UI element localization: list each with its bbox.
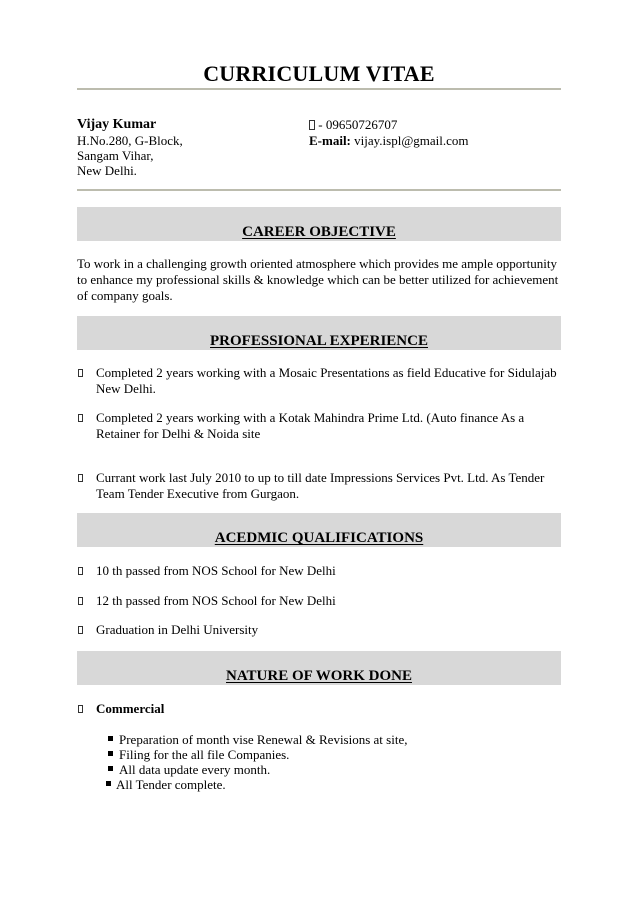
bullet-icon — [78, 567, 83, 575]
document-title: CURRICULUM VITAE — [203, 61, 435, 86]
academic-qualifications-heading: ACEDMIC QUALIFICATIONS — [214, 530, 424, 546]
phone-icon — [309, 120, 315, 130]
nature-of-work-heading: NATURE OF WORK DONE — [226, 668, 412, 684]
qualification-item-1: 10 th passed from NOS School for New Delhi — [96, 563, 336, 578]
square-bullet-icon — [108, 736, 113, 741]
professional-experience-heading-band — [77, 316, 561, 350]
nature-of-work-heading-band — [77, 651, 561, 685]
career-objective-heading: CAREER OBJECTIVE — [242, 224, 396, 240]
contact-divider — [77, 189, 561, 191]
applicant-name: Vijay Kumar — [77, 117, 157, 132]
bullet-icon — [78, 705, 83, 713]
career-objective-text: To work in a challenging growth oriented atmosphere which provides me ample opportunity to enhance my professional skills & knowledge which can be better utilized for achievement of company goals. — [77, 256, 559, 303]
title-divider — [77, 88, 561, 90]
address-line-1: H.No.280, G-Block, — [77, 133, 183, 148]
experience-item-2: Completed 2 years working with a Kotak Mahindra Prime Ltd. (Auto finance As a Retainer for Delhi & Noida site — [96, 410, 525, 441]
bullet-icon — [78, 597, 83, 605]
address-line-2: Sangam Vihar, — [77, 148, 154, 163]
work-item-2: Filing for the all file Companies. — [119, 747, 290, 762]
work-category-commercial: Commercial — [96, 701, 165, 716]
email-label: E-mail: — [309, 133, 351, 148]
academic-qualifications-heading-band — [77, 513, 561, 547]
address-line-3: New Delhi. — [77, 163, 137, 178]
square-bullet-icon — [108, 751, 113, 756]
experience-item-1: Completed 2 years working with a Mosaic Presentations as field Educative for Sidulajab New Delhi. — [96, 365, 557, 396]
work-item-1: Preparation of month vise Renewal & Revisions at site, — [119, 732, 408, 747]
bullet-icon — [78, 369, 83, 377]
square-bullet-icon — [106, 781, 111, 786]
phone-row — [309, 116, 397, 133]
bullet-icon — [78, 474, 83, 482]
career-objective-heading-band — [77, 207, 561, 241]
qualification-item-3: Graduation in Delhi University — [96, 622, 259, 637]
experience-item-3: Currant work last July 2010 to up to till date Impressions Services Pvt. Ltd. As Tender Team Tender Executive from Gurgaon. — [96, 470, 545, 501]
phone-number: - 09650726707 — [315, 117, 398, 132]
bullet-icon — [78, 414, 83, 422]
email-row — [309, 132, 469, 149]
professional-experience-heading: PROFESSIONAL EXPERIENCE — [210, 333, 428, 349]
bullet-icon — [78, 626, 83, 634]
work-item-4: All Tender complete. — [116, 777, 226, 792]
email-address: vijay.ispl@gmail.com — [354, 133, 469, 148]
qualification-item-2: 12 th passed from NOS School for New Delhi — [96, 593, 336, 608]
work-item-3: All data update every month. — [119, 762, 271, 777]
square-bullet-icon — [108, 766, 113, 771]
